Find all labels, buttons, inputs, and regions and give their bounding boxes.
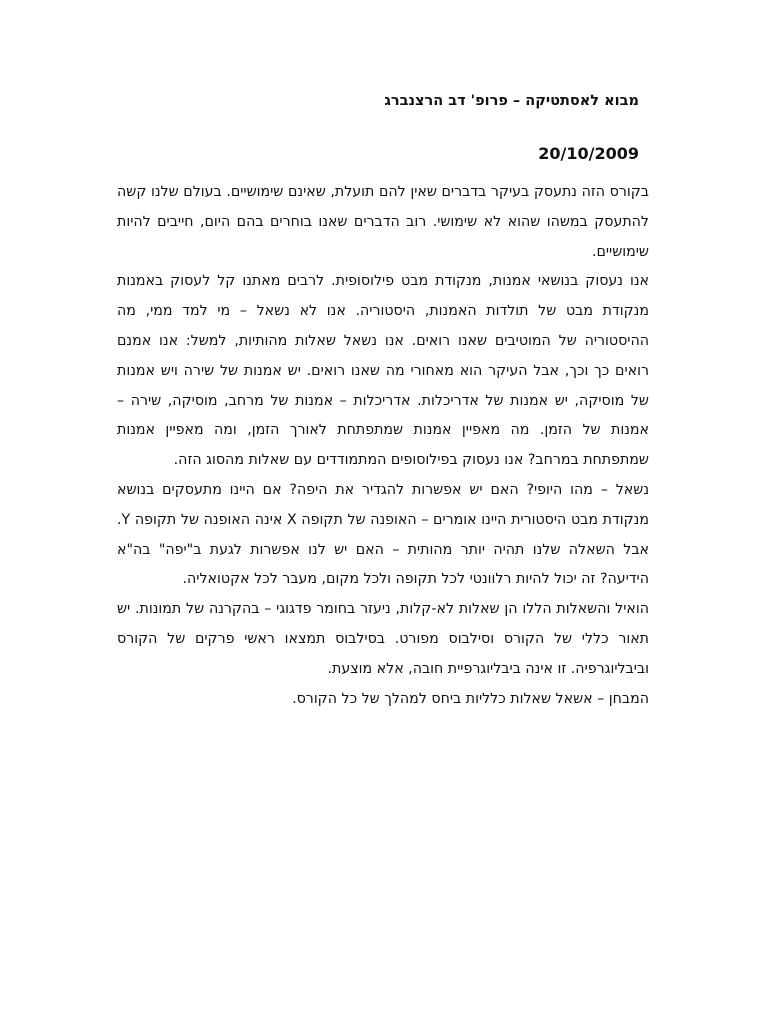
document-body xyxy=(117,178,649,714)
paragraph-2: אנו נעסוק בנושאי אמנות, מנקודת מבט פילוסופית. לרבים מאתנו קל לעסוק באמנות מנקודת מבט של תולדות האמנות, היסטוריה. אנו לא נשאל – מי למד ממי, מה ההיסטוריה של המוטיבים שאנו רואים. אנו נשאל שאלות מהותיות, למשל: אנו אמנם רואים כך וכך, אבל העיקר הוא מאחורי מה שאנו רואים. יש אמנות של שירה ויש אמנות של מוסיקה, יש אמנות של אדריכלות. אדריכלות – אמנות של מרחב, מוסיקה, שירה – אמנות של הזמן. מה מאפיין אמנות שמתפתחת לאורך הזמן, ומה מאפיין אמנות שמתפתחת במרחב? אנו נעסוק בפילוסופים המתמודדים עם שאלות מהסוג הזה. xyxy=(117,273,649,469)
document-title: מבוא לאסתטיקה – פרופ' דב הרצנברג xyxy=(384,93,639,109)
paragraph-1: בקורס הזה נתעסק בעיקר בדברים שאין להם תועלת, שאינם שימושיים. בעולם שלנו קשה להתעסק במשהו שהוא לא שימושי. רוב הדברים שאנו בוחרים בהם היום, חייבים להיות שימושיים. xyxy=(117,184,649,260)
paragraph-5: המבחן – אשאל שאלות כלליות ביחס למהלך של כל הקורס. xyxy=(292,690,649,707)
paragraph-4: הואיל והשאלות הללו הן שאלות לא-קלות, ניעזר בחומר פדגוגי – בהקרנה של תמונות. יש תאור כללי של הקורס וסילבוס מפורט. בסילבוס תמצאו ראשי פרקים של הקורס וביבליוגרפיה. זו אינה ביבליוגרפיית חובה, אלא מוצעת. xyxy=(117,601,649,677)
paragraph-3: נשאל – מהו היופי? האם יש אפשרות להגדיר את היפה? אם היינו מתעסקים בנושא מנקודת מבט היסטורית היינו אומרים – האופנה של תקופה X אינה האופנה של תקופה Y. אבל השאלה שלנו תהיה יותר מהותית – האם יש לנו אפשרות לגעת ב"יפה" בה"א הידיעה? זה יכול להיות רלוונטי לכל תקופה ולכל מקום, מעבר לכל אקטואליה. xyxy=(117,481,649,588)
document-date: 20/10/2009 xyxy=(538,144,639,163)
